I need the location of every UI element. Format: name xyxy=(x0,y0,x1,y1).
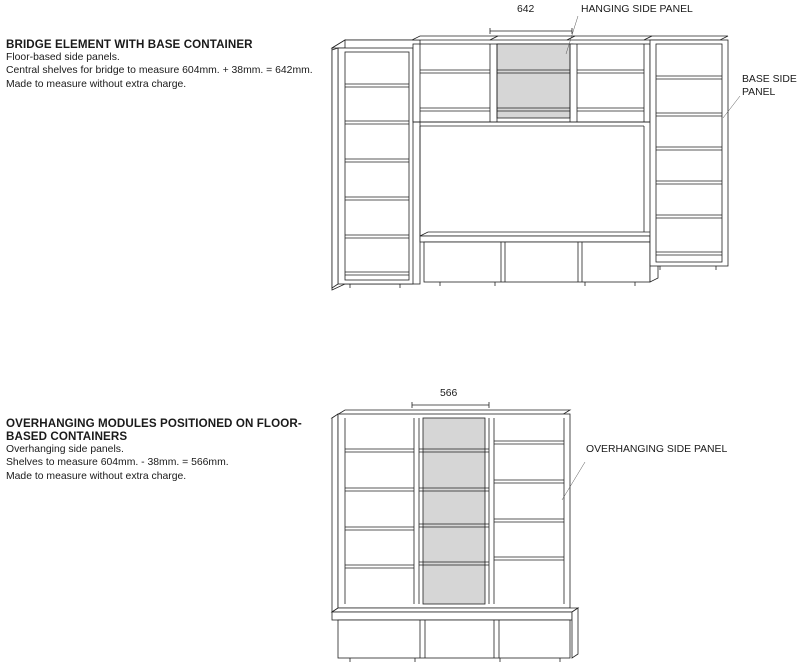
section1-line-1: Floor-based side panels. xyxy=(6,52,120,63)
callout-overhanging-side-panel: OVERHANGING SIDE PANEL xyxy=(586,444,728,455)
bridge-element-diagram xyxy=(332,16,740,290)
callout-hanging-side-panel: HANGING SIDE PANEL xyxy=(581,4,693,15)
dimension-566: 566 xyxy=(440,388,458,399)
section2-heading-2: BASED CONTAINERS xyxy=(6,430,128,443)
section2-heading-1: OVERHANGING MODULES POSITIONED ON FLOOR- xyxy=(6,417,302,430)
callout-base-side-panel-2: PANEL xyxy=(742,87,776,98)
section2-line-1: Overhanging side panels. xyxy=(6,444,124,455)
section1-line-2: Central shelves for bridge to measure 604mm. + 38mm. = 642mm. xyxy=(6,65,313,77)
section2-line-2: Shelves to measure 604mm. - 38mm. = 566mm. xyxy=(6,457,229,469)
section1-heading: BRIDGE ELEMENT WITH BASE CONTAINER xyxy=(6,38,253,51)
section2-line-3: Made to measure without extra charge. xyxy=(6,470,187,482)
overhanging-modules-diagram xyxy=(332,402,585,662)
dimension-642: 642 xyxy=(517,4,535,15)
callout-base-side-panel-1: BASE SIDE xyxy=(742,74,797,85)
section1-line-3: Made to measure without extra charge. xyxy=(6,78,187,90)
